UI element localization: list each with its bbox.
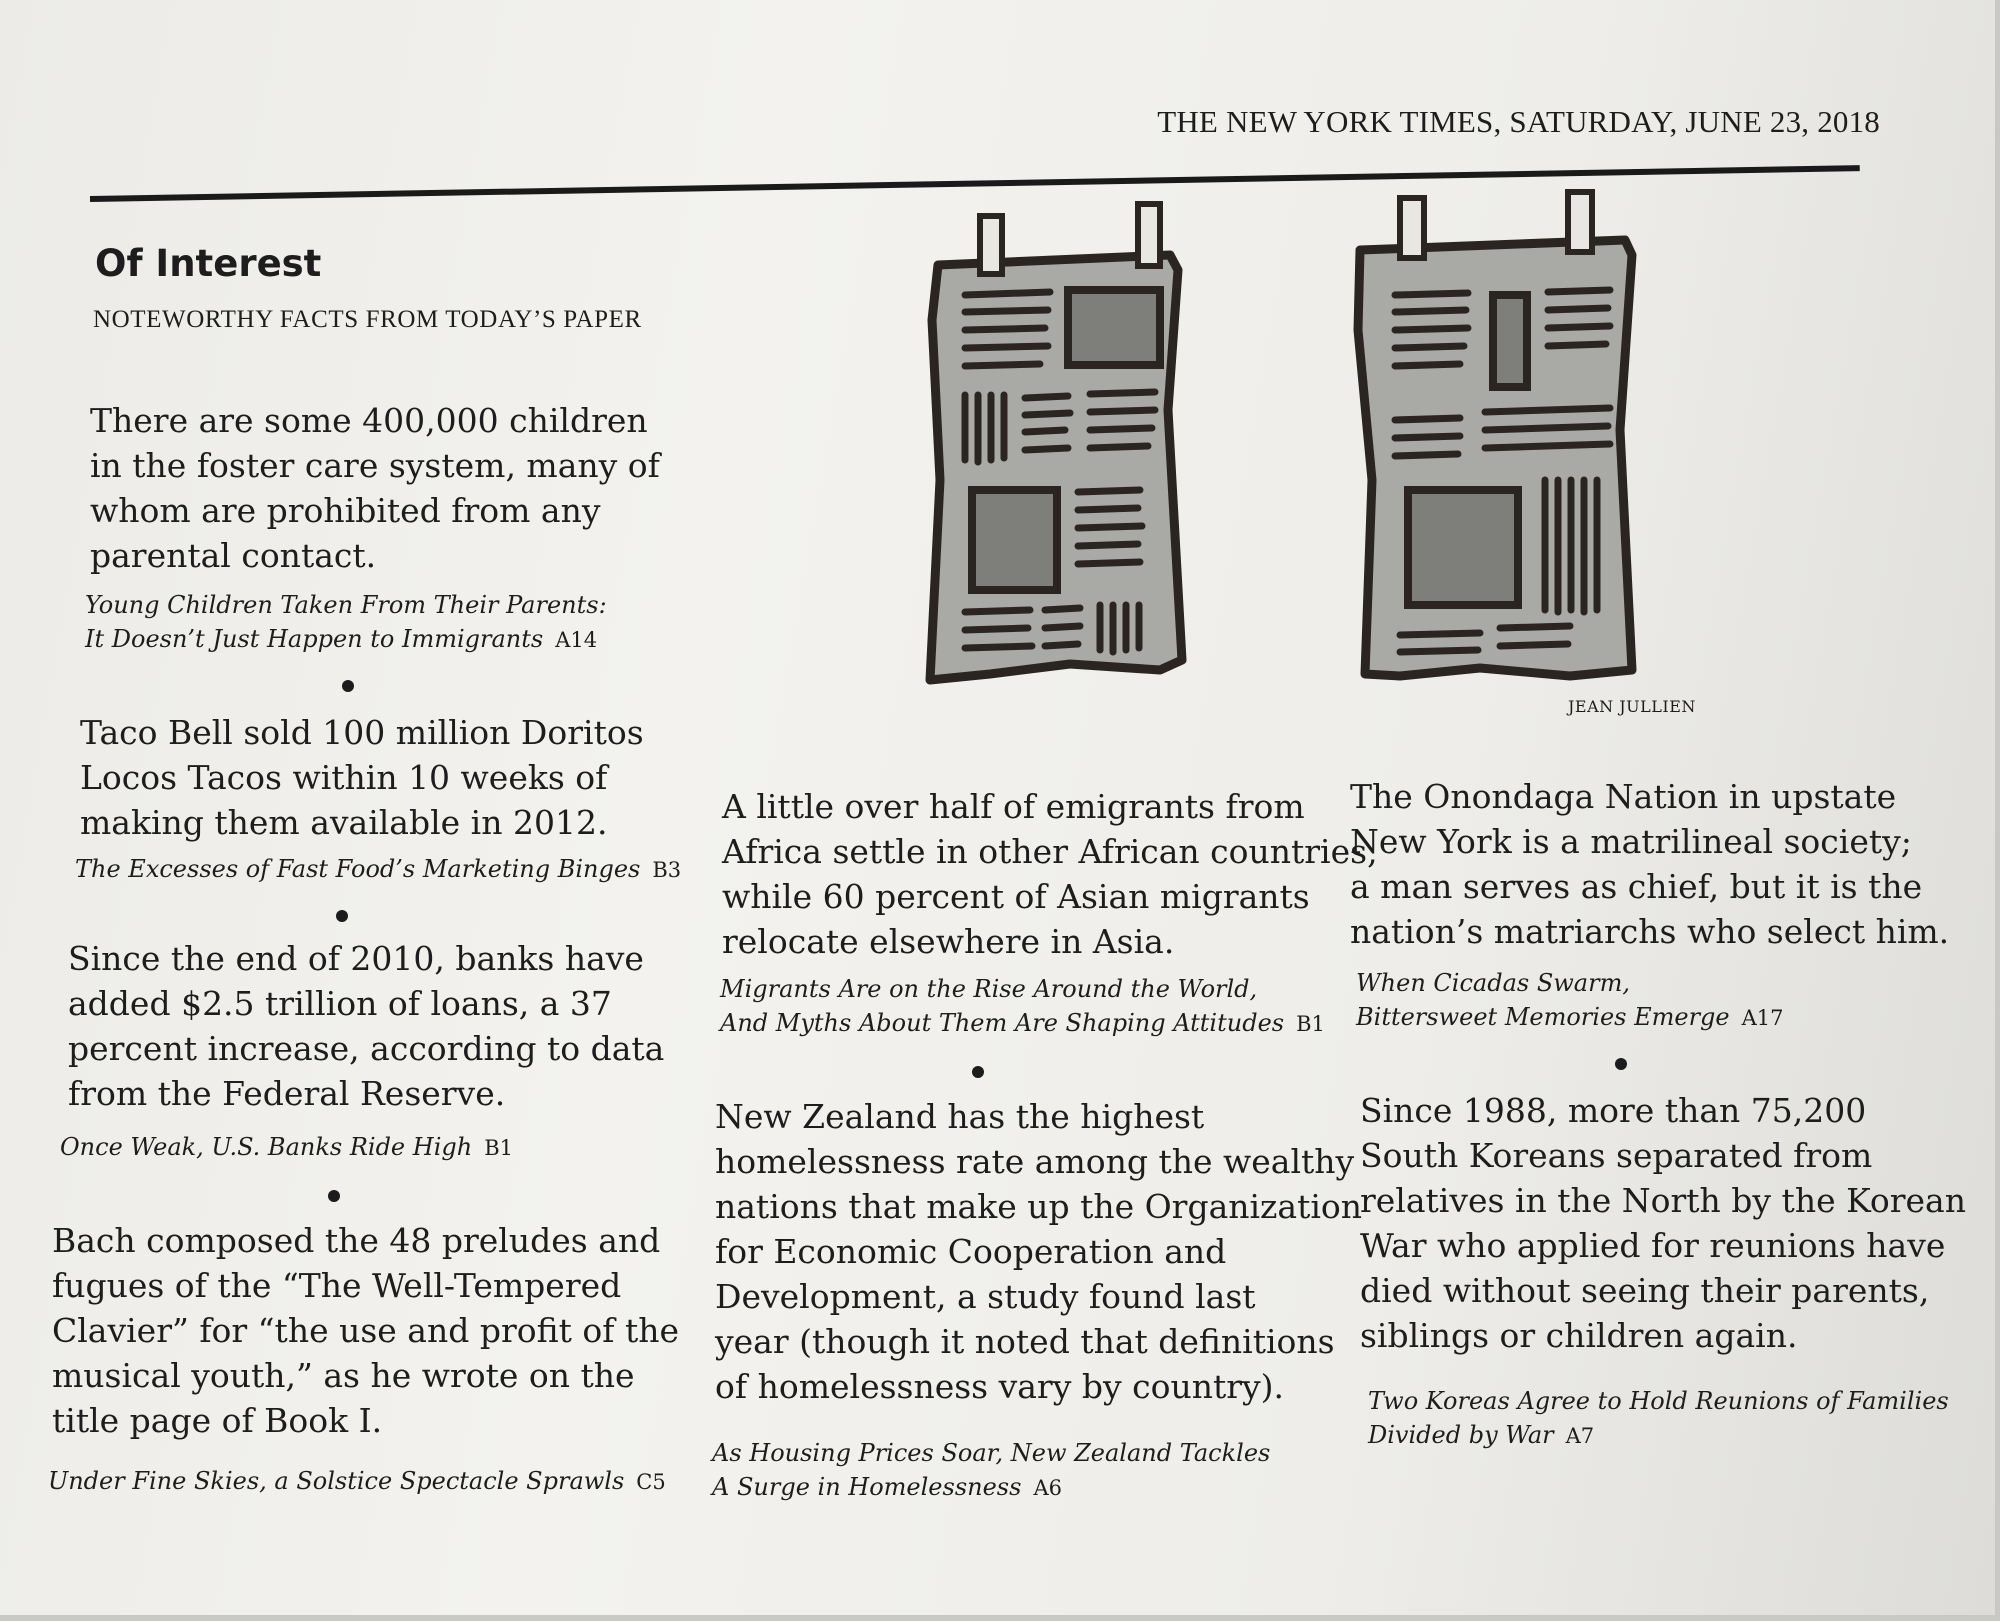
source-line: Once Weak, U.S. Banks Ride High B1 [60, 1133, 513, 1161]
fact-line: homelessness rate among the wealthy [715, 1142, 1355, 1181]
source-line: It Doesn’t Just Happen to Immigrants A14 [85, 625, 598, 653]
fact-6-text [715, 1094, 1362, 1409]
fact-line: New York is a matrilineal society; [1350, 822, 1912, 861]
fact-line: New Zealand has the highest [715, 1097, 1205, 1136]
bullet-separator [1615, 1058, 1627, 1070]
fact-4-text [52, 1218, 679, 1443]
page-ref: A7 [1565, 1424, 1595, 1448]
fact-line: of homelessness vary by country). [715, 1367, 1284, 1406]
fact-line: South Koreans separated from [1360, 1136, 1873, 1175]
fact-line: title page of Book I. [52, 1401, 383, 1440]
source-line: Young Children Taken From Their Parents: [85, 591, 607, 619]
fact-line: in the foster care system, many of [90, 446, 660, 485]
source-line: And Myths About Them Are Shaping Attitudes B1 [720, 1009, 1325, 1037]
source-line: When Cicadas Swarm, [1356, 969, 1630, 997]
source-line: Divided by War A7 [1368, 1421, 1595, 1449]
fact-line: died without seeing their parents, [1360, 1271, 1930, 1310]
fact-line: for Economic Cooperation and [715, 1232, 1227, 1271]
source-line: Migrants Are on the Rise Around the World, [720, 975, 1258, 1003]
dateline: THE NEW YORK TIMES, SATURDAY, JUNE 23, 2018 [1157, 104, 1880, 139]
fact-line: Development, a study found last [715, 1277, 1256, 1316]
source-line: The Excesses of Fast Food’s Marketing Binges B3 [75, 855, 682, 883]
fact-3-source [60, 1130, 513, 1165]
fact-line: fugues of the “The Well-Tempered [52, 1266, 622, 1305]
hanging-newspaper-right [1358, 192, 1632, 676]
fact-line: The Onondaga Nation in upstate [1350, 777, 1897, 816]
source-line: Two Koreas Agree to Hold Reunions of Families [1368, 1387, 1949, 1415]
bullet-separator [336, 910, 348, 922]
fact-line: Clavier” for “the use and profit of the [52, 1311, 679, 1350]
fact-2-text [80, 710, 644, 845]
fact-2-source [75, 852, 681, 887]
fact-line: a man serves as chief, but it is the [1350, 867, 1923, 906]
fact-line: A little over half of emigrants from [722, 787, 1305, 826]
fact-line: musical youth,” as he wrote on the [52, 1356, 635, 1395]
source-line: Bittersweet Memories Emerge A17 [1356, 1003, 1784, 1031]
page-ref: A17 [1741, 1006, 1784, 1030]
fact-line: parental contact. [90, 536, 377, 575]
fact-6-source [712, 1436, 1270, 1505]
fact-line: relocate elsewhere in Asia. [722, 922, 1175, 961]
source-line: A Surge in Homelessness A6 [712, 1473, 1062, 1501]
fact-1-source [85, 588, 607, 657]
fact-5-text [722, 784, 1378, 964]
fact-3-text [68, 936, 664, 1116]
page-ref: B3 [652, 858, 682, 882]
fact-line: whom are prohibited from any [90, 491, 601, 530]
fact-7-text [1350, 774, 1949, 954]
bullet-separator [972, 1066, 984, 1078]
fact-8-source [1368, 1384, 1949, 1453]
fact-line: There are some 400,000 children [90, 401, 648, 440]
fact-line: nations that make up the Organization [715, 1187, 1363, 1226]
hanging-newspaper-left [930, 204, 1182, 680]
page-ref: A14 [555, 628, 598, 652]
page-ref: A6 [1033, 1476, 1062, 1500]
fact-line: Since the end of 2010, banks have [68, 939, 644, 978]
fact-line: siblings or children again. [1360, 1316, 1798, 1355]
fact-line: Since 1988, more than 75,200 [1360, 1091, 1867, 1130]
illustration-credit: JEAN JULLIEN [1568, 697, 1696, 716]
fact-line: relatives in the North by the Korean [1360, 1181, 1966, 1220]
fact-line: Bach composed the 48 preludes and [52, 1221, 661, 1260]
fact-line: Taco Bell sold 100 million Doritos [80, 713, 644, 752]
page-ref: B1 [484, 1136, 513, 1160]
fact-line: making them available in 2012. [80, 803, 608, 842]
fact-line: percent increase, according to data [68, 1029, 665, 1068]
fact-line: year (though it noted that definitions [715, 1322, 1335, 1361]
newspapers-on-clothesline-icon [920, 180, 1880, 720]
fact-line: while 60 percent of Asian migrants [722, 877, 1310, 916]
source-line: Under Fine Skies, a Solstice Spectacle Sprawls C5 [48, 1467, 666, 1495]
fact-line: added $2.5 trillion of loans, a 37 [68, 984, 612, 1023]
bullet-separator [342, 680, 354, 692]
source-line: As Housing Prices Soar, New Zealand Tackles [712, 1439, 1271, 1467]
bullet-separator [328, 1190, 340, 1202]
fact-line: from the Federal Reserve. [68, 1074, 506, 1113]
fact-7-source [1356, 966, 1784, 1035]
section-subtitle: NOTEWORTHY FACTS FROM TODAY’S PAPER [93, 306, 642, 333]
fact-line: nation’s matriarchs who select him. [1350, 912, 1950, 951]
section-title: Of Interest [95, 242, 322, 285]
fact-line: Locos Tacos within 10 weeks of [80, 758, 608, 797]
fact-4-source [48, 1464, 666, 1499]
page-ref: C5 [636, 1470, 666, 1494]
fact-8-text [1360, 1088, 1966, 1358]
fact-1-text [90, 398, 660, 578]
page-ref: B1 [1296, 1012, 1325, 1036]
fact-5-source [720, 972, 1325, 1041]
fact-line: War who applied for reunions have [1360, 1226, 1946, 1265]
fact-line: Africa settle in other African countries, [722, 832, 1378, 871]
